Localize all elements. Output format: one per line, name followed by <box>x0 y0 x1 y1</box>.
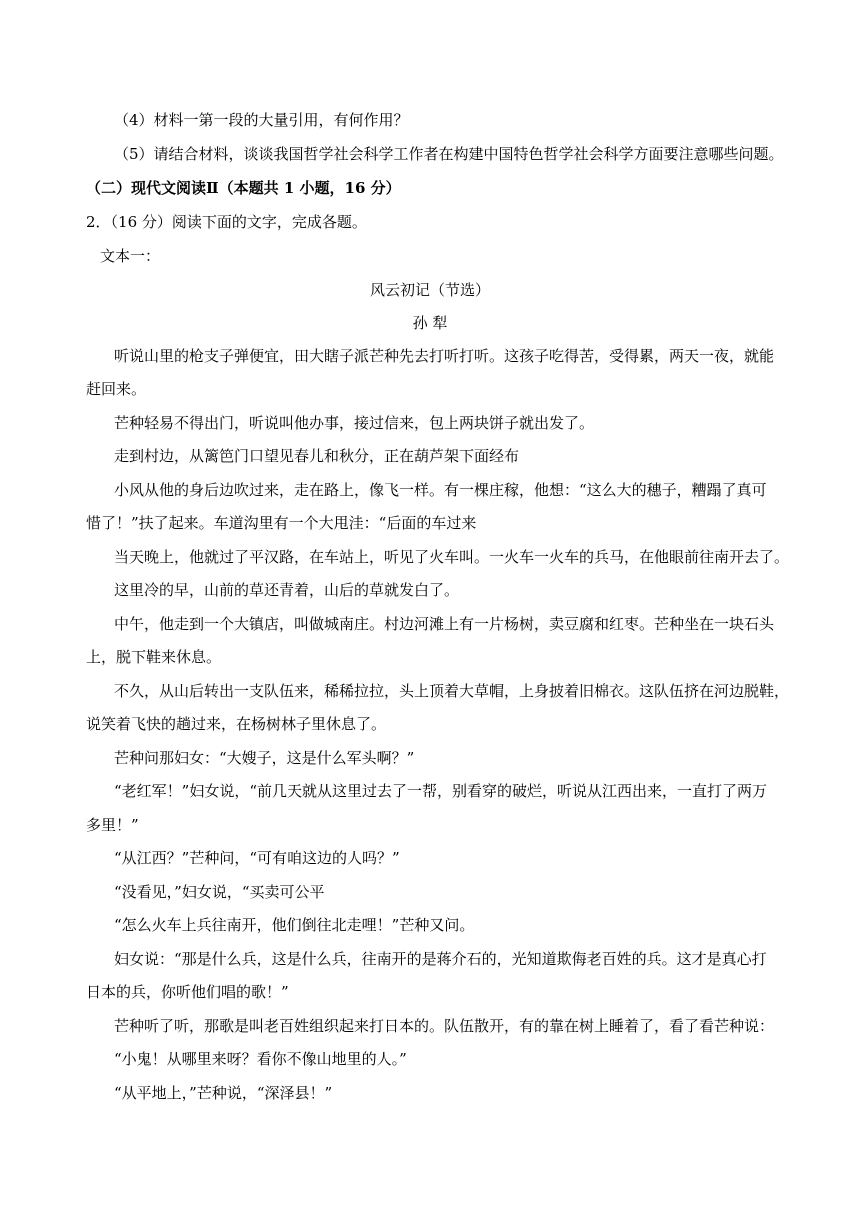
paragraph-line: 赶回来。 <box>86 380 147 398</box>
paragraph-line: “从平地上，”芒种说，“深泽县！” <box>114 1084 333 1102</box>
paragraph-line: 芒种问那妇女：“大嫂子，这是什么军头啊？” <box>114 749 415 767</box>
item-intro: 2．（16 分）阅读下面的文字，完成各题。 <box>86 213 367 231</box>
section-heading: （二）现代文阅读Ⅱ（本题共 1 小题，16 分） <box>86 179 401 197</box>
paragraph-line: 芒种听了听，那歌是叫老百姓组织起来打日本的。队伍散开，有的靠在树上睡着了，看了看芒种说： <box>114 1017 775 1035</box>
paragraph-line: 走到村边，从篱笆门口望见春儿和秋分，正在葫芦架下面经布 <box>114 447 520 465</box>
paragraph-line: 这里冷的早，山前的草还青着，山后的草就发白了。 <box>114 581 460 599</box>
paragraph-line: 上，脱下鞋来休息。 <box>86 648 222 666</box>
paragraph-line: 当天晚上，他就过了平汉路，在车站上，听见了火车叫。一火车一火车的兵马，在他眼前往南开去了。 <box>114 548 790 566</box>
paragraph-line: 惜了！”扶了起来。车道沟里有一个大甩洼：“后面的车过来 <box>86 514 477 532</box>
paragraph-line: “老红军！”妇女说，“前几天就从这里过去了一帮，别看穿的破烂，听说从江西出来，一直打了两万 <box>114 782 768 800</box>
paragraph-line: 说笑着飞快的趟过来，在杨树林子里休息了。 <box>86 715 387 733</box>
question-4: （4）材料一第一段的大量引用，有何作用？ <box>114 111 409 129</box>
paragraph-line: 小风从他的身后边吹过来，走在路上，像飞一样。有一棵庄稼，他想：“这么大的穗子，糟蹋了真可 <box>114 481 767 499</box>
text-label: 文本一： <box>100 247 161 265</box>
paragraph-line: 妇女说：“那是什么兵，这是什么兵，往南开的是蒋介石的，光知道欺侮老百姓的兵。这才是真心打 <box>114 950 767 968</box>
paragraph-line: “从江西？”芒种问，“可有咱这边的人吗？” <box>114 849 400 867</box>
paragraph-line: 中午，他走到一个大镇店，叫做城南庄。村边河滩上有一片杨树，卖豆腐和红枣。芒种坐在一块石头 <box>114 615 775 633</box>
paragraph-line: 多里！” <box>86 816 139 834</box>
article-title: 风云初记（节选） <box>369 281 490 299</box>
paragraph-line: “怎么火车上兵往南开，他们倒往北走哩！”芒种又问。 <box>114 916 475 934</box>
paragraph-line: “小鬼！从哪里来呀？看你不像山地里的人。” <box>114 1050 407 1068</box>
paragraph-line: 日本的兵，你听他们唱的歌！” <box>86 983 289 1001</box>
paragraph-line: “没看见，”妇女说，“买卖可公平 <box>114 883 325 901</box>
paragraph-line: 芒种轻易不得出门，听说叫他办事，接过信来，包上两块饼子就出发了。 <box>114 414 595 432</box>
paragraph-line: 不久，从山后转出一支队伍来，稀稀拉拉，头上顶着大草帽，上身披着旧棉衣。这队伍挤在河边脱鞋， <box>114 682 790 700</box>
question-5: （5）请结合材料，谈谈我国哲学社会科学工作者在构建中国特色哲学社会科学方面要注意哪些问题。 <box>114 145 784 163</box>
paragraph-line: 听说山里的枪支子弹便宜，田大瞎子派芒种先去打听打听。这孩子吃得苦，受得累，两天一夜，就能 <box>114 347 775 365</box>
article-author: 孙 犁 <box>412 314 448 332</box>
